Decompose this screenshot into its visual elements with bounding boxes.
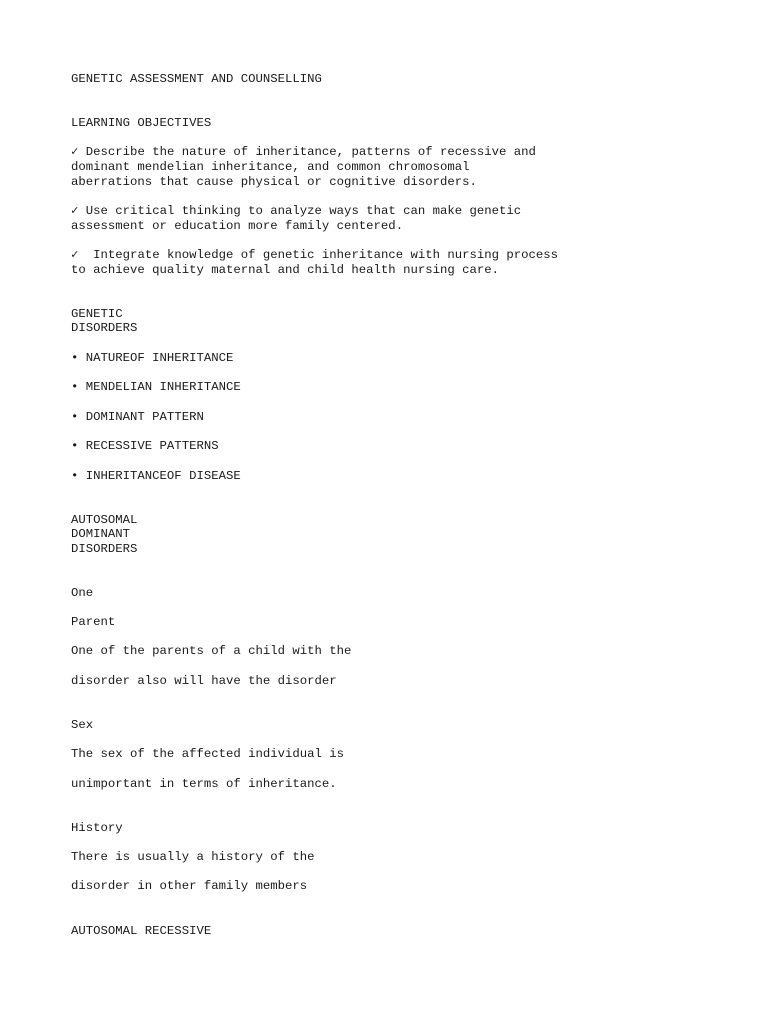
- document-title: GENETIC ASSESSMENT AND COUNSELLING: [71, 72, 322, 86]
- history-text-line-1: There is usually a history of the: [71, 850, 315, 864]
- bullet-item: • RECESSIVE PATTERNS: [71, 439, 219, 453]
- parent-label: Parent: [71, 615, 116, 629]
- parent-text-line-1: One of the parents of a child with the: [71, 644, 352, 658]
- one-label: One: [71, 586, 94, 600]
- genetic-disorders-heading-line-1: GENETIC: [71, 307, 123, 321]
- autosomal-recessive-heading: AUTOSOMAL RECESSIVE: [71, 924, 212, 938]
- objective-1-line-1: ✓ Describe the nature of inheritance, patterns of recessive and: [71, 145, 536, 159]
- parent-text-line-2: disorder also will have the disorder: [71, 674, 337, 688]
- autosomal-dominant-heading-line-1: AUTOSOMAL: [71, 513, 138, 527]
- history-label: History: [71, 821, 123, 835]
- sex-label: Sex: [71, 718, 94, 732]
- objectives-heading: LEARNING OBJECTIVES: [71, 116, 212, 130]
- genetic-disorders-heading-line-2: DISORDERS: [71, 321, 138, 335]
- autosomal-dominant-heading-line-2: DOMINANT: [71, 527, 131, 541]
- objective-3-line-1: ✓ Integrate knowledge of genetic inheritance with nursing process: [71, 248, 559, 262]
- bullet-item: • INHERITANCEOF DISEASE: [71, 469, 241, 483]
- objective-1-line-3: aberrations that cause physical or cognitive disorders.: [71, 175, 477, 189]
- history-text-line-2: disorder in other family members: [71, 879, 308, 893]
- sex-text-line-1: The sex of the affected individual is: [71, 747, 345, 761]
- autosomal-dominant-heading-line-3: DISORDERS: [71, 542, 138, 556]
- objective-1-line-2: dominant mendelian inheritance, and common chromosomal: [71, 160, 470, 174]
- bullet-item: • DOMINANT PATTERN: [71, 410, 204, 424]
- objective-2-line-2: assessment or education more family centered.: [71, 219, 404, 233]
- bullet-item: • MENDELIAN INHERITANCE: [71, 380, 241, 394]
- sex-text-line-2: unimportant in terms of inheritance.: [71, 777, 337, 791]
- objective-3-line-2: to achieve quality maternal and child health nursing care.: [71, 263, 500, 277]
- objective-2-line-1: ✓ Use critical thinking to analyze ways that can make genetic: [71, 204, 522, 218]
- bullet-item: • NATUREOF INHERITANCE: [71, 351, 234, 365]
